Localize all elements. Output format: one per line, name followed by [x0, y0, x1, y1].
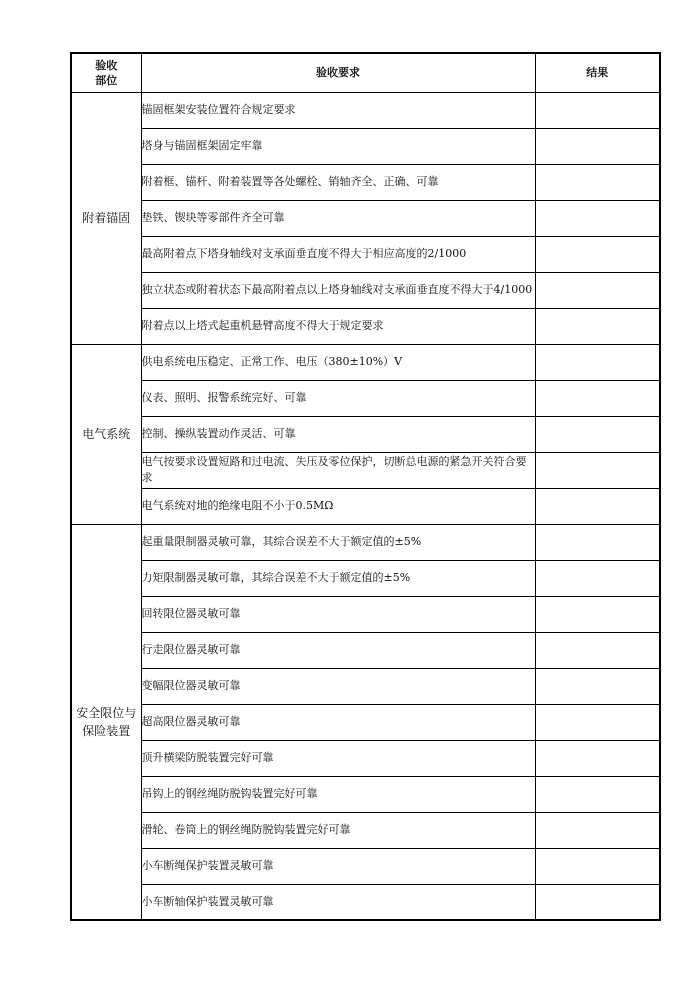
result-cell[interactable] — [535, 272, 660, 308]
requirement-cell: 控制、操纵装置动作灵活、可靠 — [141, 416, 535, 452]
requirement-cell: 垫铁、锲块等零部件齐全可靠 — [141, 200, 535, 236]
requirement-cell: 塔身与锚固框架固定牢靠 — [141, 128, 535, 164]
header-result: 结果 — [535, 53, 660, 92]
table-body — [71, 92, 660, 920]
table-row — [71, 884, 660, 920]
table-row — [71, 632, 660, 668]
table-row — [71, 164, 660, 200]
inspection-table — [70, 52, 661, 921]
requirement-cell: 电气系统对地的绝缘电阻不小于0.5MΩ — [141, 488, 535, 524]
result-cell[interactable] — [535, 632, 660, 668]
requirement-cell: 独立状态或附着状态下最高附着点以上塔身轴线对支承面垂直度不得大于4/1000 — [141, 272, 535, 308]
table-row — [71, 416, 660, 452]
requirement-cell: 附着点以上塔式起重机悬臂高度不得大于规定要求 — [141, 308, 535, 344]
header-part-label: 验收 部位 — [95, 58, 118, 87]
result-cell[interactable] — [535, 92, 660, 128]
table-row — [71, 524, 660, 560]
table-row — [71, 704, 660, 740]
requirement-cell: 附着框、锚杆、附着装置等各处螺栓、销轴齐全、正确、可靠 — [141, 164, 535, 200]
result-cell[interactable] — [535, 452, 660, 488]
table-row — [71, 128, 660, 164]
result-cell[interactable] — [535, 344, 660, 380]
requirement-cell: 电气按要求设置短路和过电流、失压及零位保护，切断总电源的紧急开关符合要求 — [141, 452, 535, 488]
result-cell[interactable] — [535, 884, 660, 920]
table-row — [71, 488, 660, 524]
table-row — [71, 776, 660, 812]
table-row — [71, 236, 660, 272]
table-row — [71, 272, 660, 308]
section-name: 电气系统 — [82, 427, 131, 441]
requirement-cell: 吊钩上的钢丝绳防脱钩装置完好可靠 — [141, 776, 535, 812]
result-cell[interactable] — [535, 488, 660, 524]
table-row — [71, 308, 660, 344]
result-cell[interactable] — [535, 668, 660, 704]
table-row — [71, 596, 660, 632]
requirement-cell: 最高附着点下塔身轴线对支承面垂直度不得大于相应高度的2/1000 — [141, 236, 535, 272]
header-requirement: 验收要求 — [141, 53, 535, 92]
result-cell[interactable] — [535, 596, 660, 632]
result-cell[interactable] — [535, 236, 660, 272]
result-cell[interactable] — [535, 524, 660, 560]
section-cell — [71, 524, 141, 920]
requirement-cell: 小车断轴保护装置灵敏可靠 — [141, 884, 535, 920]
table-row — [71, 92, 660, 128]
result-cell[interactable] — [535, 416, 660, 452]
table-row — [71, 740, 660, 776]
result-cell[interactable] — [535, 380, 660, 416]
table-row — [71, 200, 660, 236]
section-cell — [71, 344, 141, 524]
requirement-cell: 锚固框架安装位置符合规定要求 — [141, 92, 535, 128]
result-cell[interactable] — [535, 848, 660, 884]
requirement-cell: 回转限位器灵敏可靠 — [141, 596, 535, 632]
result-cell[interactable] — [535, 812, 660, 848]
table-row — [71, 848, 660, 884]
result-cell[interactable] — [535, 164, 660, 200]
result-cell[interactable] — [535, 308, 660, 344]
requirement-cell: 超高限位器灵敏可靠 — [141, 704, 535, 740]
section-cell — [71, 92, 141, 344]
table-row — [71, 560, 660, 596]
requirement-cell: 变幅限位器灵敏可靠 — [141, 668, 535, 704]
requirement-cell: 起重量限制器灵敏可靠，其综合误差不大于额定值的±5% — [141, 524, 535, 560]
table-row — [71, 344, 660, 380]
section-name: 附着锚固 — [82, 211, 131, 225]
requirement-cell: 供电系统电压稳定、正常工作、电压（380±10%）V — [141, 344, 535, 380]
requirement-cell: 顶升横梁防脱装置完好可靠 — [141, 740, 535, 776]
table-row — [71, 452, 660, 488]
table-header-row — [71, 53, 660, 92]
result-cell[interactable] — [535, 128, 660, 164]
result-cell[interactable] — [535, 740, 660, 776]
requirement-cell: 行走限位器灵敏可靠 — [141, 632, 535, 668]
table-row — [71, 380, 660, 416]
result-cell[interactable] — [535, 704, 660, 740]
header-part — [71, 53, 141, 92]
requirement-cell: 小车断绳保护装置灵敏可靠 — [141, 848, 535, 884]
result-cell[interactable] — [535, 200, 660, 236]
requirement-cell: 仪表、照明、报警系统完好、可靠 — [141, 380, 535, 416]
table-row — [71, 668, 660, 704]
result-cell[interactable] — [535, 776, 660, 812]
requirement-cell: 力矩限制器灵敏可靠，其综合误差不大于额定值的±5% — [141, 560, 535, 596]
table-row — [71, 812, 660, 848]
requirement-cell: 滑轮、卷筒上的钢丝绳防脱钩装置完好可靠 — [141, 812, 535, 848]
result-cell[interactable] — [535, 560, 660, 596]
section-name: 安全限位与 保险装置 — [76, 705, 137, 738]
